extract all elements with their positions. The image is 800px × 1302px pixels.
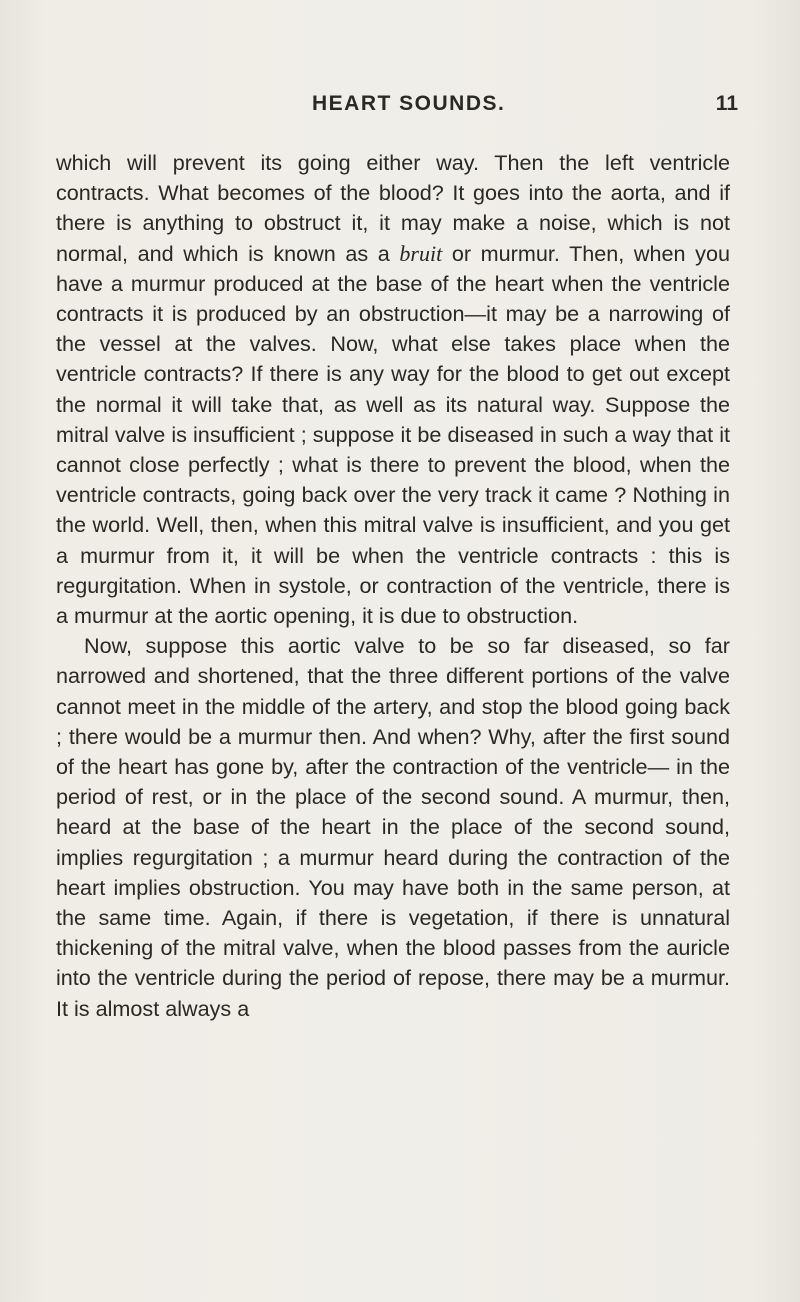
paragraph-1-text-end: or murmur. Then, when you have a murmur produced at the base of the heart when the ventricle contracts it is produced by an obstruction—it may be a narrowing of the vessel at the valves. Now, what else takes place when the ventricle contracts? If there is any way for the blood to get out except the normal it will take that, as well as its natural way. Suppose the mitral valve is insufficient ; suppose it be diseased in such a way that it cannot close perfectly ; what is there to prevent the blood, when the ventricle contracts, going back over the very track it came ? Nothing in the world. Well, then, when this mitral valve is insufficient, and you get a murmur from it, it will be when the ventricle contracts : this is regurgitation. When in systole, or contraction of the ventricle, there is a murmur at the aortic opening, it is due to obstruction. [56, 240, 730, 629]
page-header [60, 92, 740, 126]
running-head: HEART SOUNDS. [312, 92, 506, 115]
paragraph-2: Now, suppose this aortic valve to be so far diseased, so far narrowed and shortened, that the three different portions of the valve cannot meet in the middle of the artery, and stop the blood going back ; there would be a murmur then. And when? Why, after the first sound of the heart has gone by, after the contraction of the ventricle— in the period of rest, or in the place of the second sound. A murmur, then, heard at the base of the heart in the place of the second sound, implies regurgitation ; a murmur heard during the contraction of the heart implies obstruction. You may have both in the same person, at the same time. Again, if there is vegetation, if there is unnatural thickening of the mitral valve, when the blood passes from the auricle into the ventricle during the period of repose, there may be a murmur. It is almost always a [56, 633, 730, 1021]
paragraph-1 [56, 148, 730, 631]
italic-term: bruit [399, 240, 443, 266]
body-text [56, 148, 730, 1024]
paragraph-1-text-start: which will prevent its going either way. Then the left ventricle contracts. What becomes of the blood? It goes into the aorta, and if there is anything to obstruct it, it may make a noise, which is not normal, and which is known as a [56, 150, 730, 266]
page-number: 11 [715, 92, 738, 115]
